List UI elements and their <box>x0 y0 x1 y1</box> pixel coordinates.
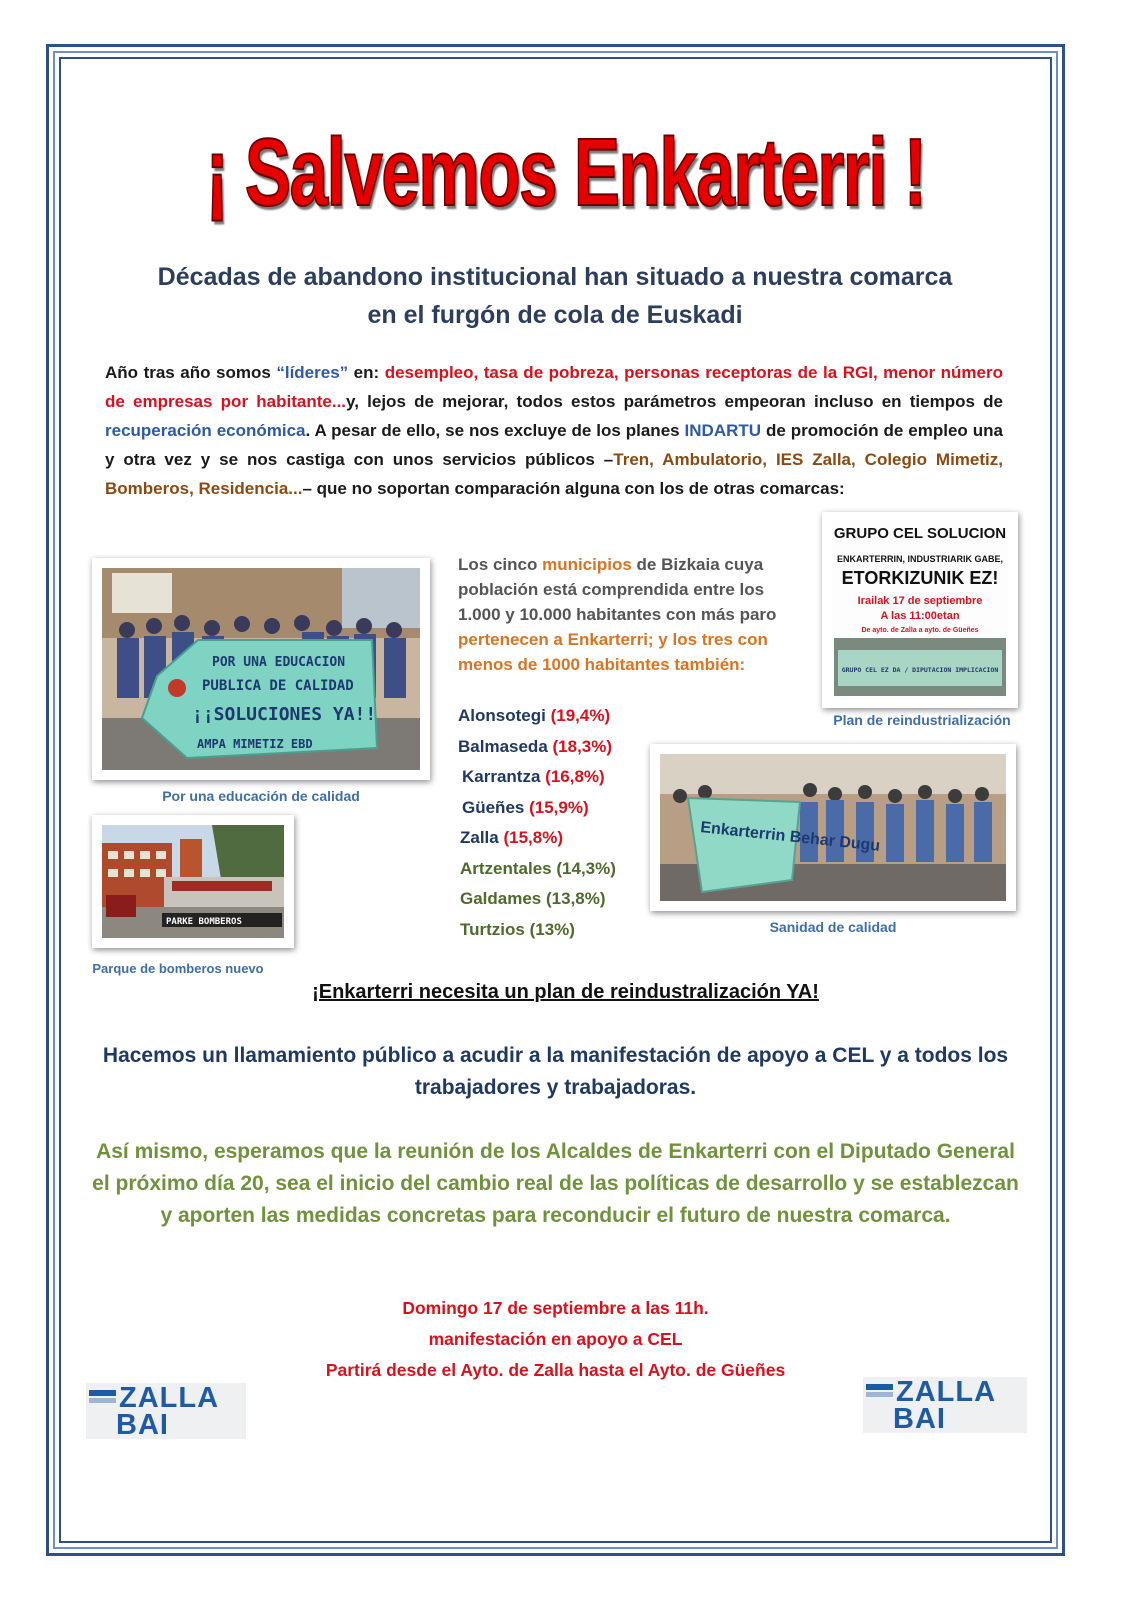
stats-paragraph <box>458 552 808 677</box>
event-description: manifestación en apoyo a CEL <box>428 1329 683 1349</box>
intro-indartu: INDARTU <box>684 421 762 440</box>
municipality-name: Artzentales <box>460 858 552 878</box>
stats-highlight: pertenecen a Enkarterri; y los tres con menos de 1000 habitantes también: <box>458 630 768 674</box>
fire-station-drawing <box>102 825 284 938</box>
municipality-percentage: (14,3%) <box>556 858 616 878</box>
municipality-name: Karrantza <box>462 767 541 786</box>
logo-bars-icon <box>89 1390 116 1403</box>
municipality-name: Güeñes <box>462 797 525 817</box>
call-reindustrialization: ¡Enkarterri necesita un plan de reindustralización YA! <box>312 981 819 1003</box>
subtitle: Décadas de abandono institucional han situado a nuestra comarca en el furgón de cola de Euskadi <box>157 263 953 329</box>
intro-problems-list: desempleo, tasa de pobreza, personas receptoras de la RGI, menor número de empresas por habitante... <box>105 363 1003 411</box>
intro-text: Año tras año somos <box>105 363 277 382</box>
intro-text: en: <box>348 363 385 382</box>
cel-poster-line1: GRUPO CEL SOLUCION <box>833 525 1007 542</box>
cel-poster-line6: De ayto. de Zalla a ayto. de Güeñes <box>861 627 979 634</box>
list-item <box>458 793 616 824</box>
logo-line1: ZALLA <box>896 1376 997 1408</box>
logo-line2: BAI <box>116 1409 169 1441</box>
stats-text: Los cinco <box>458 555 543 574</box>
municipality-name: Galdames <box>460 889 542 908</box>
intro-recuperacion: recuperación económica <box>105 421 306 440</box>
municipality-list <box>458 701 616 945</box>
list-item <box>458 854 616 885</box>
education-banner-line2: PUBLICA DE CALIDAD <box>202 678 354 694</box>
cel-poster-line2: ENKARTERRIN, INDUSTRIARIK GABE, <box>836 554 1004 564</box>
intro-lideres: “líderes” <box>276 363 349 382</box>
intro-text: de promoción de empleo una y otra vez y se nos castiga con unos servicios públicos – <box>105 421 1003 469</box>
caption-health: Sanidad de calidad <box>769 919 897 935</box>
municipality-percentage: (19,4%) <box>550 706 611 725</box>
cel-poster-drawing <box>830 520 1010 700</box>
list-item <box>458 701 616 732</box>
health-photo-image <box>660 754 1006 901</box>
municipality-percentage: (16,8%) <box>545 767 605 786</box>
fire-station-sign: PARKE BOMBEROS <box>166 917 242 927</box>
intro-text: – que no soportan comparación alguna con los de otras comarcas: <box>302 479 845 498</box>
intro-paragraph <box>105 358 1003 503</box>
event-date: Domingo 17 de septiembre a las 11h. <box>402 1298 709 1318</box>
logo-bars-icon <box>866 1384 893 1397</box>
event-details <box>200 1293 911 1386</box>
cel-poster-line5: A las 11:00etan <box>880 610 960 622</box>
logo-line2: BAI <box>893 1403 946 1435</box>
list-item <box>458 915 616 946</box>
main-title: ¡ Salvemos Enkarterri ! <box>205 119 926 226</box>
municipality-percentage: (15,9%) <box>529 797 589 817</box>
cel-poster-image <box>830 520 1010 700</box>
education-banner-line3: ¡¡SOLUCIONES YA!! <box>192 704 377 725</box>
cel-poster-banner: GRUPO CEL EZ DA / DIPUTACION IMPLICACION <box>841 666 999 674</box>
stats-municipios-word: municipios <box>542 555 632 574</box>
photo-cel-poster <box>822 512 1018 708</box>
municipality-name: Turtzios <box>460 919 525 939</box>
education-banner-line4: AMPA MIMETIZ EBD <box>197 737 313 751</box>
call-public-demonstration: Hacemos un llamamiento público a acudir a la manifestación de apoyo a CEL y a todos los trabajadores y trabajadoras. <box>102 1044 1009 1099</box>
municipality-name: Alonsotegi <box>458 706 546 725</box>
call-mayors-meeting: Así mismo, esperamos que la reunión de los Alcaldes de Enkarterri con el Diputado General el próximo día 20, sea el inicio del cambio real de las políticas de desarrollo y se establezcan y aporten las medidas concretas para reconducir el futuro de nuestra comarca. <box>92 1140 1019 1227</box>
fire-station-photo-image <box>102 825 284 938</box>
health-banner-text: Enkarterrin Behar Dugu <box>699 819 881 855</box>
municipality-percentage: (15,8%) <box>503 828 564 847</box>
photo-health-protest <box>650 744 1016 911</box>
municipality-name: Zalla <box>460 828 499 847</box>
zalla-bai-logo-left <box>86 1383 246 1439</box>
list-item <box>458 823 616 854</box>
health-photo-drawing <box>660 754 1006 901</box>
education-banner-line1: POR UNA EDUCACION <box>212 655 346 670</box>
municipality-percentage: (13,8%) <box>546 889 606 908</box>
municipality-percentage: (18,3%) <box>552 736 613 756</box>
photo-education-protest <box>92 558 430 780</box>
intro-text: . A pesar de ello, se nos excluye de los planes <box>305 421 685 440</box>
cel-poster-line3: ETORKIZUNIK EZ! <box>841 568 999 588</box>
event-route: Partirá desde el Ayto. de Zalla hasta el Ayto. de Güeñes <box>325 1360 786 1380</box>
cel-poster-line4: Irailak 17 de septiembre <box>857 595 983 607</box>
photo-fire-station <box>92 815 294 948</box>
caption-education: Por una educación de calidad <box>162 788 360 804</box>
education-photo-image <box>102 568 420 770</box>
list-item <box>458 884 616 915</box>
stats-text: de Bizkaia cuya población está comprendida entre los 1.000 y 10.000 habitantes con más paro <box>458 555 777 624</box>
list-item <box>458 762 616 793</box>
zalla-bai-logo-right <box>863 1377 1027 1433</box>
intro-text: y, lejos de mejorar, todos estos parámetros empeoran incluso en tiempos de <box>346 392 1003 411</box>
list-item <box>458 732 616 763</box>
caption-cel: Plan de reindustrialización <box>833 712 1011 728</box>
intro-services-list: Tren, Ambulatorio, IES Zalla, Colegio Mimetiz, Bomberos, Residencia... <box>105 450 1003 498</box>
municipality-percentage: (13%) <box>529 919 575 939</box>
caption-fire-station: Parque de bomberos nuevo <box>92 961 264 976</box>
logo-line1: ZALLA <box>119 1382 220 1414</box>
education-photo-drawing <box>102 568 420 770</box>
municipality-name: Balmaseda <box>458 736 548 756</box>
